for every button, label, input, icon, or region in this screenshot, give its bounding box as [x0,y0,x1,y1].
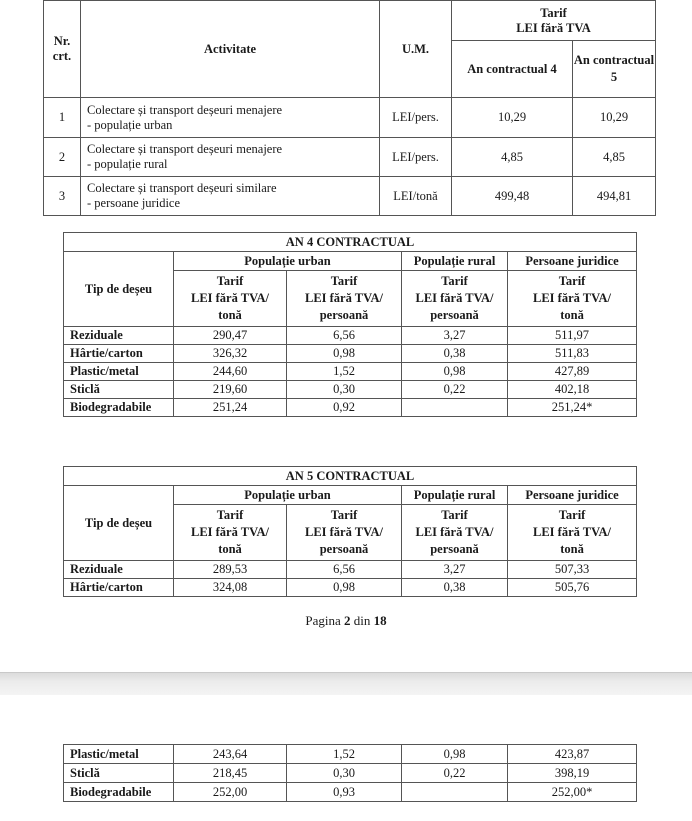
cell-urban-tona: 324,08 [174,579,287,597]
lei-label: LEI fără TVA/ [533,291,612,305]
header-activitate: Activitate [81,1,380,98]
lei-label: LEI fără TVA/ [190,291,270,305]
table-row [64,745,637,764]
header-persoane-juridice: Persoane juridice [508,252,637,271]
cell-tip: Biodegradabile [64,783,174,802]
cell-tip: Sticlă [64,764,174,783]
cell-urban-tona: 244,60 [174,363,287,381]
header-populatie-rural: Populație rural [402,252,508,271]
cell-nr: 1 [44,98,81,138]
cell-juridice-tona: 423,87 [508,745,637,764]
cell-an5: 10,29 [573,98,656,138]
header-tip-deseu: Tip de deșeu [64,252,174,327]
lei-label: LEI fără TVA/ [190,525,270,539]
tarif-label: Tarif [330,274,358,288]
cell-tip: Reziduale [64,561,174,579]
table-title: AN 4 CONTRACTUAL [64,233,637,252]
header-populatie-urban: Populație urban [174,252,402,271]
header-urban-tona [174,505,287,561]
tarif-label: Tarif [216,508,244,522]
cell-nr: 3 [44,177,81,216]
lei-label: LEI fără TVA/ [304,291,384,305]
cell-tip: Hârtie/carton [64,579,174,597]
cell-an4: 4,85 [452,138,573,177]
cell-juridice-tona: 511,97 [508,327,637,345]
cell-urban-persoana: 0,30 [287,764,402,783]
cell-um: LEI/pers. [380,138,452,177]
cell-juridice-tona: 507,33 [508,561,637,579]
activitate-line2: - populație rural [87,157,168,171]
an4-contractual-table [63,232,637,417]
header-an-contractual-4: An contractual 4 [452,41,573,98]
cell-urban-persoana: 0,92 [287,399,402,417]
header-tarif-line1: Tarif [540,5,567,20]
tarif-label: Tarif [441,508,468,522]
cell-rural-persoana: 0,22 [402,764,508,783]
cell-nr: 2 [44,138,81,177]
cell-rural-persoana: 0,38 [402,345,508,363]
table-row [44,98,656,138]
cell-juridice-tona: 511,83 [508,345,637,363]
cell-juridice-tona: 505,76 [508,579,637,597]
activitate-line1: Colectare și transport deșeuri menajere [87,102,283,117]
cell-juridice-tona: 427,89 [508,363,637,381]
table-row [64,399,637,417]
unit-label: persoană [319,542,369,556]
table-row [64,381,637,399]
cell-rural-persoana: 3,27 [402,561,508,579]
cell-urban-tona: 219,60 [174,381,287,399]
unit-label: tonă [560,308,584,322]
header-persoane-juridice: Persoane juridice [508,486,637,505]
page-footer [0,613,692,629]
cell-urban-tona: 290,47 [174,327,287,345]
cell-rural-persoana: 0,98 [402,363,508,381]
header-populatie-rural: Populație rural [402,486,508,505]
cell-rural-persoana [402,783,508,802]
header-tarif-line2: LEI fără TVA [516,20,591,35]
cell-um: LEI/pers. [380,98,452,138]
table-row [64,579,637,597]
unit-label: persoană [430,542,479,556]
page-separator [0,672,692,695]
cell-an4: 10,29 [452,98,573,138]
cell-tip: Plastic/metal [64,363,174,381]
tarif-label: Tarif [558,508,586,522]
cell-urban-persoana: 6,56 [287,561,402,579]
unit-label: tonă [218,542,242,556]
cell-urban-persoana: 0,93 [287,783,402,802]
cell-rural-persoana: 0,38 [402,579,508,597]
unit-label: tonă [218,308,242,322]
an5-contractual-table [63,466,637,597]
footer-prefix: Pagina [305,613,344,628]
table-title: AN 5 CONTRACTUAL [64,467,637,486]
cell-rural-persoana: 0,98 [402,745,508,764]
cell-activitate [81,98,380,138]
header-urban-tona [174,271,287,327]
header-juridice-tona [508,505,637,561]
cell-activitate [81,138,380,177]
tarif-label: Tarif [558,274,586,288]
table-row [64,783,637,802]
unit-label: persoană [319,308,369,322]
activitate-line1: Colectare și transport deșeuri similare [87,181,277,195]
cell-urban-persoana: 6,56 [287,327,402,345]
cell-urban-persoana: 1,52 [287,745,402,764]
cell-urban-persoana: 0,98 [287,579,402,597]
table-row [64,327,637,345]
cell-urban-tona: 243,64 [174,745,287,764]
cell-rural-persoana [402,399,508,417]
cell-tip: Biodegradabile [64,399,174,417]
cell-activitate [81,177,380,216]
tariff-summary-table [43,0,656,216]
header-tip-deseu: Tip de deșeu [64,486,174,561]
cell-juridice-tona: 252,00* [508,783,637,802]
unit-label: persoană [430,308,479,322]
tarif-label: Tarif [441,274,468,288]
table-row [44,138,656,177]
footer-mid: din [350,613,374,628]
header-urban-persoana [287,505,402,561]
header-nr-crt: Nr. crt. [44,1,81,98]
cell-tip: Reziduale [64,327,174,345]
cell-juridice-tona: 402,18 [508,381,637,399]
table-row [64,363,637,381]
cell-urban-tona: 289,53 [174,561,287,579]
cell-an5: 4,85 [573,138,656,177]
lei-label: LEI fără TVA/ [415,291,494,305]
cell-tip: Plastic/metal [64,745,174,764]
table-row [44,177,656,216]
table-row [64,764,637,783]
cell-urban-persoana: 1,52 [287,363,402,381]
cell-urban-tona: 251,24 [174,399,287,417]
header-um: U.M. [380,1,452,98]
an5-contractual-table-continued [63,744,637,802]
cell-tip: Sticlă [64,381,174,399]
cell-juridice-tona: 251,24* [508,399,637,417]
cell-juridice-tona: 398,19 [508,764,637,783]
cell-rural-persoana: 0,22 [402,381,508,399]
cell-urban-tona: 218,45 [174,764,287,783]
lei-label: LEI fără TVA/ [415,525,494,539]
header-rural-persoana [402,271,508,327]
cell-urban-persoana: 0,30 [287,381,402,399]
cell-urban-tona: 326,32 [174,345,287,363]
cell-rural-persoana: 3,27 [402,327,508,345]
cell-an4: 499,48 [452,177,573,216]
lei-label: LEI fără TVA/ [304,525,384,539]
lei-label: LEI fără TVA/ [533,525,612,539]
activitate-line2: - persoane juridice [87,196,181,210]
cell-tip: Hârtie/carton [64,345,174,363]
footer-page-number: 2 [344,613,351,628]
tarif-label: Tarif [216,274,244,288]
cell-um: LEI/tonă [380,177,452,216]
tarif-label: Tarif [330,508,358,522]
footer-total-pages: 18 [373,613,387,628]
table-row [64,345,637,363]
activitate-line1: Colectare și transport deșeuri menajere [87,142,283,156]
header-an-contractual-5: An contractual 5 [573,41,656,98]
activitate-line2: - populație urban [87,117,173,132]
header-rural-persoana [402,505,508,561]
unit-label: tonă [560,542,584,556]
header-populatie-urban: Populație urban [174,486,402,505]
header-juridice-tona [508,271,637,327]
cell-an5: 494,81 [573,177,656,216]
header-tarif [452,1,656,41]
header-urban-persoana [287,271,402,327]
cell-urban-persoana: 0,98 [287,345,402,363]
cell-urban-tona: 252,00 [174,783,287,802]
table-row [64,561,637,579]
